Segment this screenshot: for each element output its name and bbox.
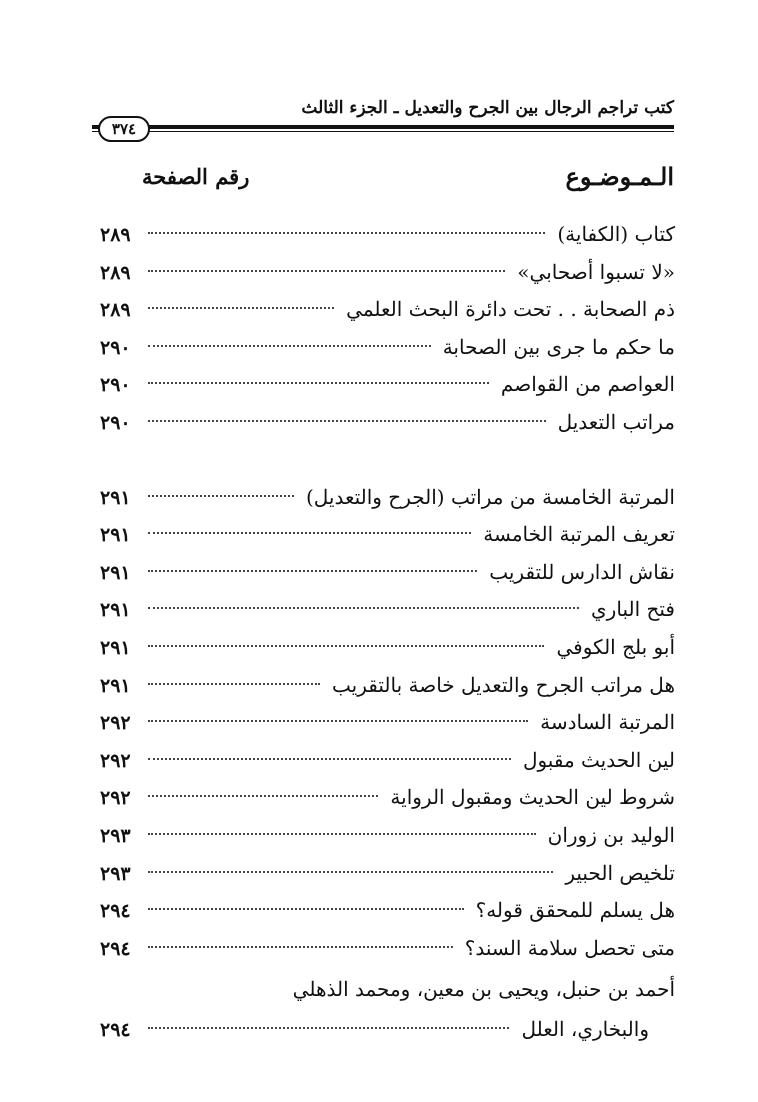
toc-entry-page: ٢٩٣ — [100, 862, 131, 885]
toc-entry-page: ٢٩١ — [100, 561, 131, 584]
toc-entry-page: ٢٨٩ — [100, 299, 131, 322]
toc-entry-title: أبو بلج الكوفي — [556, 634, 675, 659]
toc-entry-title: شروط لين الحديث ومقبول الرواية — [390, 785, 675, 810]
dot-leader — [148, 607, 579, 609]
toc-entry — [100, 704, 675, 742]
toc-entry-title: مراتب التعديل — [557, 409, 675, 434]
toc-entry-title: أحمد بن حنبل، ويحيى بن معين، ومحمد الذهلي — [292, 977, 675, 1002]
toc-entry — [100, 817, 675, 855]
dot-leader — [148, 946, 453, 948]
dot-leader — [148, 645, 544, 647]
dot-leader — [148, 232, 545, 234]
toc-entry — [100, 516, 675, 554]
dot-leader — [148, 871, 553, 873]
running-title: كتب تراجم الرجال بين الجرح والتعديل ـ الجزء الثالث — [301, 98, 674, 118]
table-of-contents — [100, 216, 675, 1049]
toc-entry-page: ٢٨٩ — [100, 261, 131, 284]
toc-entry-page: ٢٩١ — [100, 524, 131, 547]
dot-leader — [148, 1027, 509, 1029]
dot-leader — [148, 683, 320, 685]
toc-entry-title: ذم الصحابة . . تحت دائرة البحث العلمي — [346, 297, 675, 322]
toc-entry — [100, 855, 675, 893]
toc-entry — [100, 667, 675, 705]
toc-entry-page: ٢٩١ — [100, 674, 131, 697]
dot-leader — [148, 307, 334, 309]
dot-leader — [148, 570, 477, 572]
toc-entry-page: ٢٩٠ — [100, 411, 131, 434]
toc-entry — [100, 930, 675, 968]
dot-leader — [148, 270, 505, 272]
dot-leader — [148, 833, 536, 835]
dot-leader — [148, 495, 294, 497]
page-number-badge: ٣٧٤ — [98, 116, 150, 142]
header-rule — [92, 125, 674, 129]
dot-leader — [148, 720, 528, 722]
toc-entry-page: ٢٩٠ — [100, 336, 131, 359]
toc-entry-title: ما حكم ما جرى بين الصحابة — [442, 334, 675, 359]
toc-entry — [100, 629, 675, 667]
toc-entry — [100, 329, 675, 367]
dot-leader — [148, 758, 511, 760]
toc-entry-page: ٢٩١ — [100, 599, 131, 622]
dot-leader — [148, 532, 471, 534]
toc-entry-title: نقاش الدارس للتقريب — [489, 559, 675, 584]
toc-entry-page: ٢٩٢ — [100, 787, 131, 810]
toc-entry — [100, 479, 675, 517]
toc-entry-page: ٢٩٤ — [100, 900, 131, 923]
toc-entry — [100, 742, 675, 780]
toc-entry-title: تلخيص الحبير — [565, 860, 675, 885]
toc-entry-title: هل مراتب الجرح والتعديل خاصة بالتقريب — [331, 672, 675, 697]
dot-leader — [148, 345, 431, 347]
toc-entry-page: ٢٩٤ — [100, 1019, 131, 1042]
toc-entry-title: هل يسلم للمحقق قوله؟ — [475, 898, 675, 923]
toc-entry — [100, 216, 675, 254]
toc-entry-page: ٢٩٢ — [100, 749, 131, 772]
toc-entry-page: ٢٩١ — [100, 486, 131, 509]
toc-entry — [100, 404, 675, 442]
topic-column-heading: الـمـوضـوع — [565, 162, 674, 191]
toc-entry — [100, 366, 675, 404]
toc-entry-page: ٢٩٢ — [100, 712, 131, 735]
toc-entry-page: ٢٩٤ — [100, 937, 131, 960]
toc-entry-title: كتاب (الكفاية) — [557, 222, 675, 246]
page-column-heading: رقم الصفحة — [142, 164, 250, 189]
toc-entry-title: تعريف المرتبة الخامسة — [483, 522, 675, 547]
toc-entry-title: «لا تسبوا أصحابي» — [517, 259, 675, 284]
toc-entry-page: ٢٩٠ — [100, 374, 131, 397]
toc-entry-title: المرتبة السادسة — [540, 710, 675, 735]
column-headings — [92, 162, 674, 202]
page-header — [92, 98, 674, 142]
toc-entry-title: فتح الباري — [591, 597, 675, 622]
toc-entry-title: لين الحديث مقبول — [522, 747, 675, 772]
toc-entry — [100, 1011, 675, 1049]
header-rule-thin — [92, 131, 674, 132]
toc-entry — [100, 591, 675, 629]
toc-entry-title: العواصم من القواصم — [500, 372, 675, 397]
dot-leader — [148, 382, 489, 384]
dot-leader — [148, 420, 546, 422]
toc-entry-page: ٢٩٣ — [100, 824, 131, 847]
dot-leader — [148, 908, 464, 910]
toc-entry — [100, 554, 675, 592]
toc-entry-title: متى تحصل سلامة السند؟ — [464, 935, 675, 960]
toc-entry-title-continued: والبخاري، العلل — [521, 1017, 649, 1042]
dot-leader — [148, 795, 378, 797]
toc-entry-first-line — [100, 967, 675, 1011]
toc-entry-title: المرتبة الخامسة من مراتب (الجرح والتعديل) — [305, 484, 675, 509]
toc-entry-page: ٢٩١ — [100, 636, 131, 659]
toc-entry — [100, 291, 675, 329]
toc-entry-title: الوليد بن زوران — [547, 822, 675, 847]
toc-entry-page: ٢٨٩ — [100, 224, 131, 246]
toc-entry — [100, 254, 675, 292]
toc-entry — [100, 779, 675, 817]
toc-entry — [100, 892, 675, 930]
